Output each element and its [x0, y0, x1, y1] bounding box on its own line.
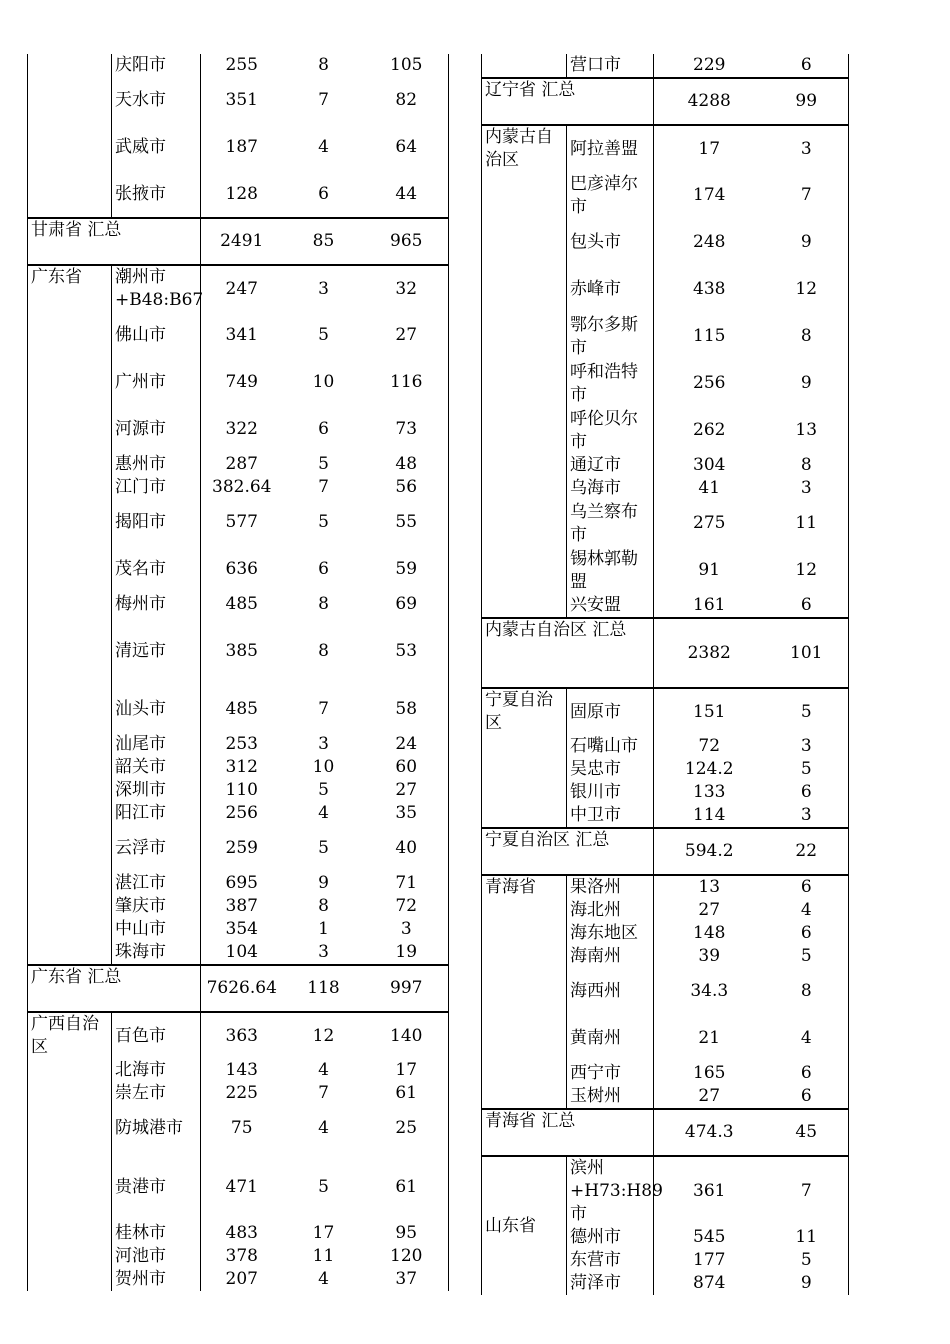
province-cell: 内蒙古自治区: [482, 125, 567, 618]
value-cell-c: 61: [365, 1082, 449, 1105]
right-table-body: [482, 54, 849, 1295]
value-cell-b: 118: [283, 965, 365, 1012]
table-row: [482, 875, 849, 899]
value-cell-a: 2382: [654, 618, 765, 688]
city-cell: 海南州: [567, 945, 654, 968]
value-cell-c: 120: [365, 1245, 449, 1268]
value-cell-b: 5: [318, 838, 329, 858]
value-cell-c: 27: [365, 779, 449, 802]
value-cell-c: 37: [365, 1268, 449, 1291]
city-cell: 呼和浩特市: [567, 360, 654, 407]
city-cell: 北海市: [112, 1059, 201, 1082]
value-cell-a: 128: [225, 183, 258, 204]
value-cell-b: 6: [765, 54, 849, 78]
value-cell-b: 3: [318, 278, 329, 299]
city-cell: 阿拉善盟: [567, 125, 654, 172]
city-cell: 玉树州: [567, 1085, 654, 1109]
value-cell-b: 4: [318, 1269, 329, 1289]
value-cell-a: 165: [693, 1063, 726, 1083]
table-row: [482, 688, 849, 735]
value-cell-b: 8: [318, 640, 329, 661]
value-cell-b: 3: [765, 125, 849, 172]
table-row: [482, 54, 849, 78]
value-cell-c: 95: [365, 1222, 449, 1245]
value-cell-b: 8: [765, 968, 849, 1015]
city-cell: 河源市: [112, 406, 201, 453]
value-cell-b: 4: [765, 899, 849, 922]
city-cell: 深圳市: [112, 779, 201, 802]
value-cell-b: 10: [312, 372, 335, 392]
city-cell: 兴安盟: [567, 594, 654, 618]
value-cell-b: 8: [318, 896, 329, 916]
value-cell-b: 7: [318, 90, 329, 110]
city-cell: 庆阳市: [112, 54, 201, 77]
city-cell: 清远市: [112, 616, 201, 686]
table-row: [482, 1156, 849, 1226]
value-cell-a: 177: [693, 1250, 726, 1270]
city-cell: 锡林郭勒盟: [567, 547, 654, 594]
value-cell-c: 82: [365, 77, 449, 124]
value-cell-a: 4288: [654, 78, 765, 125]
value-cell-a: 247: [225, 278, 258, 299]
value-cell-c: 32: [365, 265, 449, 312]
value-cell-c: 17: [365, 1059, 449, 1082]
value-cell-b: 4: [318, 137, 329, 157]
value-cell-a: 124.2: [684, 759, 734, 779]
value-cell-b: 6: [765, 781, 849, 804]
value-cell-a: 27: [698, 1086, 721, 1106]
value-cell-b: 99: [765, 78, 849, 125]
value-cell-b: 5: [318, 1176, 329, 1197]
value-cell-c: 64: [365, 124, 449, 171]
value-cell-c: 48: [365, 453, 449, 476]
value-cell-b: 8: [765, 313, 849, 360]
city-cell: 乌海市: [567, 477, 654, 500]
value-cell-a: 351: [225, 90, 258, 110]
value-cell-b: 6: [318, 419, 329, 439]
value-cell-a: 471: [225, 1176, 258, 1197]
value-cell-b: 9: [765, 219, 849, 266]
city-cell: 云浮市: [112, 825, 201, 872]
left-table-body: [28, 54, 449, 1291]
value-cell-b: 5: [318, 454, 329, 474]
value-cell-b: 4: [318, 1060, 329, 1080]
value-cell-c: 44: [365, 171, 449, 218]
value-cell-b: 9: [318, 873, 329, 893]
value-cell-b: 5: [318, 780, 329, 800]
value-cell-c: 965: [365, 218, 449, 265]
value-cell-b: 4: [318, 803, 329, 823]
value-cell-b: 17: [312, 1223, 335, 1243]
city-cell: 果洛州: [567, 875, 654, 899]
value-cell-c: 58: [365, 686, 449, 733]
value-cell-b: 8: [318, 594, 329, 614]
city-cell: 西宁市: [567, 1062, 654, 1085]
summary-row: [482, 618, 849, 688]
value-cell-a: 13: [698, 877, 721, 897]
value-cell-b: 11: [312, 1246, 335, 1266]
city-cell: 湛江市: [112, 872, 201, 895]
province-cell: 广东省: [28, 265, 112, 965]
value-cell-a: 594.2: [654, 828, 765, 875]
summary-label: 甘肃省 汇总: [28, 218, 201, 265]
value-cell-c: 116: [365, 359, 449, 406]
province-cell: 山东省: [482, 1156, 567, 1295]
city-cell: 吴忠市: [567, 758, 654, 781]
value-cell-b: 12: [312, 1025, 335, 1046]
value-cell-b: 45: [765, 1109, 849, 1156]
city-cell: 德州市: [567, 1226, 654, 1249]
value-cell-a: 148: [693, 923, 726, 943]
value-cell-a: 161: [693, 595, 726, 615]
city-cell: 银川市: [567, 781, 654, 804]
value-cell-b: 3: [765, 477, 849, 500]
summary-label: 广东省 汇总: [28, 965, 201, 1012]
value-cell-c: 73: [365, 406, 449, 453]
value-cell-a: 151: [693, 701, 726, 722]
city-cell: 海西州: [567, 968, 654, 1015]
province-cell: 青海省: [482, 875, 567, 1109]
city-cell: 揭阳市: [112, 499, 201, 546]
value-cell-a: 91: [698, 560, 721, 580]
value-cell-b: 12: [765, 266, 849, 313]
city-cell: 赤峰市: [567, 266, 654, 313]
city-cell: 中卫市: [567, 804, 654, 828]
table-row: [28, 54, 449, 77]
table-row: [28, 265, 449, 312]
value-cell-c: 3: [365, 918, 449, 941]
value-cell-a: 577: [225, 512, 258, 532]
city-cell: 通辽市: [567, 454, 654, 477]
city-cell: 佛山市: [112, 312, 201, 359]
value-cell-b: 4: [765, 1015, 849, 1062]
value-cell-b: 6: [765, 1085, 849, 1109]
city-cell: 滨州 +H73:H89 市: [567, 1156, 654, 1226]
value-cell-b: 7: [318, 477, 329, 497]
value-cell-b: 3: [318, 734, 329, 754]
value-cell-a: 255: [225, 55, 258, 75]
value-cell-b: 3: [765, 804, 849, 828]
summary-row: [28, 965, 449, 1012]
summary-row: [28, 218, 449, 265]
value-cell-a: 114: [693, 805, 726, 825]
value-cell-c: 997: [365, 965, 449, 1012]
value-cell-c: 25: [365, 1105, 449, 1152]
city-cell: 包头市: [567, 219, 654, 266]
value-cell-b: 3: [318, 942, 329, 962]
city-cell: 潮州市 +B48:B67: [112, 265, 201, 312]
value-cell-c: 72: [365, 895, 449, 918]
value-cell-a: 259: [225, 838, 258, 858]
value-cell-a: 322: [225, 419, 258, 439]
value-cell-a: 75: [230, 1118, 253, 1138]
summary-label: 青海省 汇总: [482, 1109, 654, 1156]
value-cell-b: 6: [765, 922, 849, 945]
value-cell-b: 85: [283, 218, 365, 265]
left-data-table: [27, 54, 449, 1291]
value-cell-a: 749: [225, 372, 258, 392]
city-cell: 百色市: [112, 1012, 201, 1059]
value-cell-b: 7: [318, 699, 329, 719]
city-cell: 桂林市: [112, 1222, 201, 1245]
value-cell-c: 35: [365, 802, 449, 825]
value-cell-c: 40: [365, 825, 449, 872]
value-cell-a: 41: [698, 478, 721, 498]
value-cell-c: 19: [365, 941, 449, 965]
value-cell-b: 5: [765, 758, 849, 781]
value-cell-a: 361: [693, 1181, 726, 1201]
value-cell-a: 636: [225, 559, 258, 579]
city-cell: 中山市: [112, 918, 201, 941]
value-cell-b: 8: [765, 454, 849, 477]
city-cell: 海东地区: [567, 922, 654, 945]
value-cell-c: 56: [365, 476, 449, 499]
city-cell: 营口市: [567, 54, 654, 78]
value-cell-a: 382.64: [212, 477, 272, 497]
value-cell-a: 207: [225, 1269, 258, 1289]
value-cell-c: 71: [365, 872, 449, 895]
value-cell-a: 248: [693, 232, 726, 252]
value-cell-a: 7626.64: [201, 965, 283, 1012]
city-cell: 汕头市: [112, 686, 201, 733]
value-cell-a: 387: [225, 896, 258, 916]
value-cell-a: 474.3: [654, 1109, 765, 1156]
value-cell-a: 363: [225, 1025, 258, 1046]
value-cell-a: 72: [698, 736, 721, 756]
value-cell-c: 61: [365, 1152, 449, 1222]
city-cell: 张掖市: [112, 171, 201, 218]
value-cell-a: 39: [698, 946, 721, 966]
value-cell-b: 7: [318, 1083, 329, 1103]
value-cell-b: 11: [765, 500, 849, 547]
value-cell-a: 312: [225, 757, 258, 777]
value-cell-a: 385: [225, 640, 258, 661]
value-cell-c: 69: [365, 593, 449, 616]
value-cell-b: 5: [318, 325, 329, 345]
value-cell-a: 21: [698, 1028, 721, 1048]
value-cell-a: 304: [693, 455, 726, 475]
summary-label: 宁夏自治区 汇总: [482, 828, 654, 875]
city-cell: 武威市: [112, 124, 201, 171]
value-cell-a: 485: [225, 594, 258, 614]
value-cell-b: 1: [318, 919, 329, 939]
table-row: [28, 1012, 449, 1059]
value-cell-c: 140: [365, 1012, 449, 1059]
province-cell: 广西自治区: [28, 1012, 112, 1291]
value-cell-a: 104: [225, 942, 258, 962]
province-cell: 宁夏自治区: [482, 688, 567, 828]
value-cell-b: 3: [765, 735, 849, 758]
value-cell-a: 229: [693, 55, 726, 75]
city-cell: 肇庆市: [112, 895, 201, 918]
city-cell: 梅州市: [112, 593, 201, 616]
city-cell: 江门市: [112, 476, 201, 499]
city-cell: 河池市: [112, 1245, 201, 1268]
value-cell-a: 174: [693, 185, 726, 205]
value-cell-b: 8: [318, 55, 329, 75]
city-cell: 阳江市: [112, 802, 201, 825]
city-cell: 贵港市: [112, 1152, 201, 1222]
city-cell: 石嘴山市: [567, 735, 654, 758]
value-cell-a: 143: [225, 1060, 258, 1080]
city-cell: 天水市: [112, 77, 201, 124]
value-cell-a: 354: [225, 919, 258, 939]
city-cell: 惠州市: [112, 453, 201, 476]
right-data-table: [481, 54, 849, 1295]
value-cell-a: 341: [225, 325, 258, 345]
value-cell-c: 24: [365, 733, 449, 756]
summary-row: [482, 1109, 849, 1156]
value-cell-c: 60: [365, 756, 449, 779]
city-cell: 珠海市: [112, 941, 201, 965]
value-cell-a: 110: [225, 780, 258, 800]
value-cell-c: 59: [365, 546, 449, 593]
city-cell: 贺州市: [112, 1268, 201, 1291]
value-cell-b: 6: [765, 1062, 849, 1085]
value-cell-b: 6: [765, 875, 849, 899]
summary-label: 辽宁省 汇总: [482, 78, 654, 125]
city-cell: 东营市: [567, 1249, 654, 1272]
value-cell-a: 438: [693, 279, 726, 299]
city-cell: 广州市: [112, 359, 201, 406]
value-cell-b: 6: [318, 183, 329, 204]
summary-row: [482, 78, 849, 125]
city-cell: 韶关市: [112, 756, 201, 779]
value-cell-a: 133: [693, 782, 726, 802]
province-cell: [28, 54, 112, 218]
value-cell-a: 378: [225, 1246, 258, 1266]
value-cell-b: 11: [765, 1226, 849, 1249]
summary-label: 内蒙古自治区 汇总: [482, 618, 654, 688]
city-cell: 防城港市: [112, 1105, 201, 1152]
value-cell-a: 2491: [201, 218, 283, 265]
value-cell-a: 485: [225, 699, 258, 719]
value-cell-b: 22: [765, 828, 849, 875]
value-cell-a: 874: [693, 1273, 726, 1293]
value-cell-a: 34.3: [690, 981, 729, 1001]
city-cell: 鄂尔多斯市: [567, 313, 654, 360]
value-cell-a: 256: [693, 373, 726, 393]
value-cell-a: 262: [693, 420, 726, 440]
value-cell-b: 5: [765, 688, 849, 735]
value-cell-b: 101: [765, 618, 849, 688]
value-cell-b: 9: [765, 360, 849, 407]
value-cell-b: 7: [765, 172, 849, 219]
value-cell-a: 256: [225, 803, 258, 823]
value-cell-b: 7: [765, 1156, 849, 1226]
value-cell-b: 5: [765, 1249, 849, 1272]
value-cell-b: 12: [765, 547, 849, 594]
value-cell-a: 253: [225, 734, 258, 754]
value-cell-b: 4: [318, 1118, 329, 1138]
city-cell: 茂名市: [112, 546, 201, 593]
city-cell: 乌兰察布市: [567, 500, 654, 547]
value-cell-a: 187: [225, 137, 258, 157]
value-cell-c: 53: [365, 616, 449, 686]
value-cell-a: 275: [693, 513, 726, 533]
value-cell-b: 5: [318, 512, 329, 532]
summary-row: [482, 828, 849, 875]
city-cell: 汕尾市: [112, 733, 201, 756]
value-cell-c: 105: [365, 54, 449, 77]
value-cell-b: 10: [312, 757, 335, 777]
city-cell: 崇左市: [112, 1082, 201, 1105]
value-cell-b: 5: [765, 945, 849, 968]
value-cell-a: 225: [225, 1083, 258, 1103]
value-cell-a: 115: [693, 326, 726, 346]
city-cell: 菏泽市: [567, 1272, 654, 1295]
value-cell-a: 483: [225, 1223, 258, 1243]
value-cell-b: 13: [765, 407, 849, 454]
value-cell-a: 27: [698, 900, 721, 920]
city-cell: 海北州: [567, 899, 654, 922]
value-cell-c: 55: [365, 499, 449, 546]
table-row: [482, 125, 849, 172]
value-cell-b: 6: [765, 594, 849, 618]
value-cell-a: 545: [693, 1227, 726, 1247]
value-cell-b: 6: [318, 559, 329, 579]
city-cell: 固原市: [567, 688, 654, 735]
value-cell-b: 9: [765, 1272, 849, 1295]
city-cell: 呼伦贝尔市: [567, 407, 654, 454]
value-cell-a: 287: [225, 454, 258, 474]
value-cell-a: 17: [698, 138, 721, 159]
city-cell: 巴彦淖尔市: [567, 172, 654, 219]
city-cell: 黄南州: [567, 1015, 654, 1062]
value-cell-a: 695: [225, 873, 258, 893]
value-cell-c: 27: [365, 312, 449, 359]
province-cell: [482, 54, 567, 78]
